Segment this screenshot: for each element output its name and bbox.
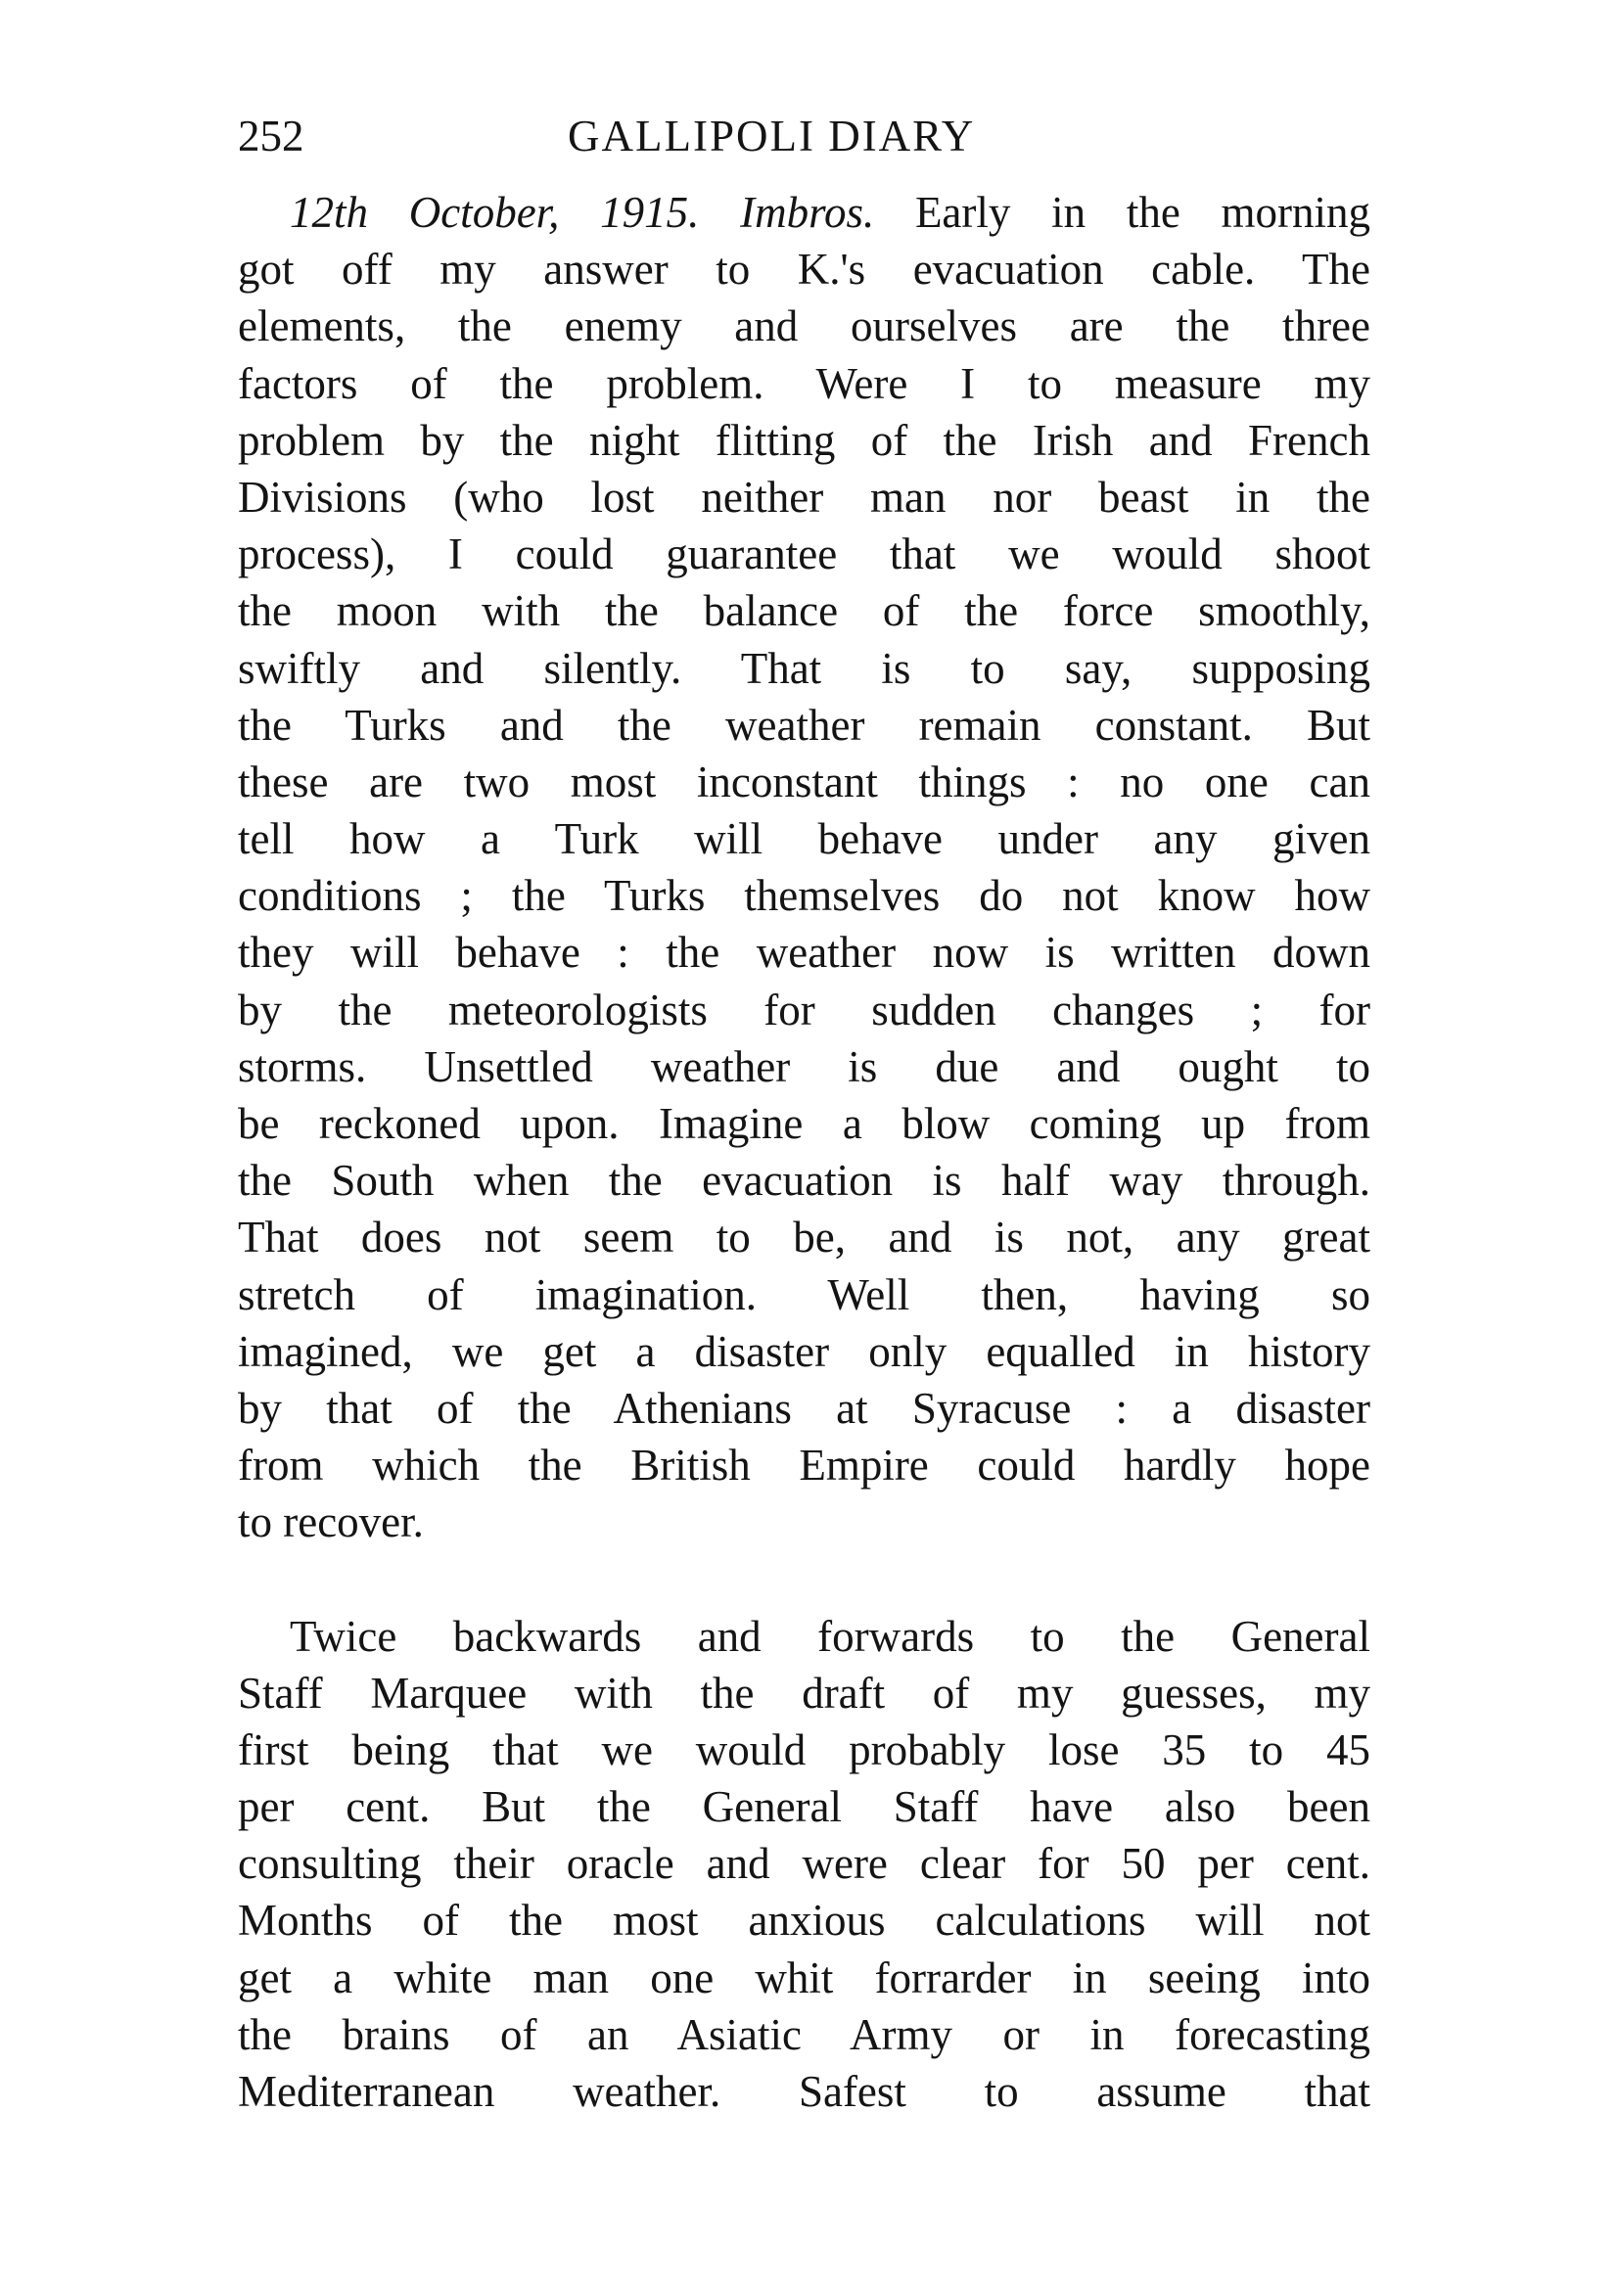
- text-line: consulting their oracle and were clear for 50 per cent.: [238, 1839, 1370, 1889]
- text-line: Divisions (who lost neither man nor beast in the: [238, 472, 1370, 522]
- text-line: by that of the Athenians at Syracuse : a disaster: [238, 1383, 1370, 1433]
- text-line: be reckoned upon. Imagine a blow coming up from: [238, 1099, 1370, 1148]
- text-line: Months of the most anxious calculations will not: [238, 1896, 1370, 1946]
- text-line: per cent. But the General Staff have also been: [238, 1782, 1370, 1832]
- text-line: they will behave : the weather now is written down: [238, 928, 1370, 978]
- text-line: Twice backwards and forwards to the General: [290, 1611, 1370, 1661]
- text-line: Mediterranean weather. Safest to assume that: [238, 2067, 1370, 2116]
- text-line: by the meteorologists for sudden changes ; for: [238, 985, 1370, 1034]
- text-line: the South when the evacuation is half way through.: [238, 1156, 1370, 1206]
- text-line: get a white man one whit forrarder in seeing into: [238, 1952, 1370, 2002]
- paragraph-gap: [238, 1551, 1370, 1608]
- entry-date: 12th October, 1915.: [290, 188, 700, 237]
- paragraph-1: [238, 184, 1370, 1551]
- text-line: conditions ; the Turks themselves do not know how: [238, 871, 1370, 921]
- paragraph-2: [238, 1608, 1370, 2121]
- entry-place: Imbros.: [740, 188, 875, 237]
- text-line: the Turks and the weather remain constant. But: [238, 700, 1370, 750]
- text-line: the moon with the balance of the force smoothly,: [238, 586, 1370, 636]
- line-text: Early in the morning: [914, 188, 1370, 237]
- text-line: these are two most inconstant things : no one can: [238, 757, 1370, 806]
- text-line: storms. Unsettled weather is due and ought to: [238, 1041, 1370, 1091]
- text-line: tell how a Turk will behave under any given: [238, 814, 1370, 864]
- text-line: swiftly and silently. That is to say, supposing: [238, 643, 1370, 693]
- text-line: process), I could guarantee that we would shoot: [238, 529, 1370, 579]
- text-line: first being that we would probably lose 35 to 45: [238, 1724, 1370, 1774]
- text-line: Staff Marquee with the draft of my guesses, my: [238, 1668, 1370, 1718]
- text-line: from which the British Empire could hardly hope: [238, 1441, 1370, 1491]
- body-text: [238, 184, 1370, 2120]
- text-line: imagined, we get a disaster only equalled in history: [238, 1326, 1370, 1376]
- text-line: problem by the night flitting of the Irish and French: [238, 415, 1370, 465]
- page-number: 252: [238, 112, 304, 161]
- text-line: That does not seem to be, and is not, any great: [238, 1213, 1370, 1263]
- running-title: GALLIPOLI DIARY: [568, 112, 976, 161]
- text-line: got off my answer to K.'s evacuation cable. The: [238, 245, 1370, 295]
- text-line: to recover.: [238, 1497, 424, 1547]
- text-line: the brains of an Asiatic Army or in forecasting: [238, 2009, 1370, 2059]
- text-line: stretch of imagination. Well then, having so: [238, 1269, 1370, 1319]
- text-line: elements, the enemy and ourselves are the three: [238, 301, 1370, 351]
- text-line: [238, 184, 1370, 241]
- running-head: [238, 106, 1370, 166]
- text-line: factors of the problem. Were I to measure my: [238, 358, 1370, 408]
